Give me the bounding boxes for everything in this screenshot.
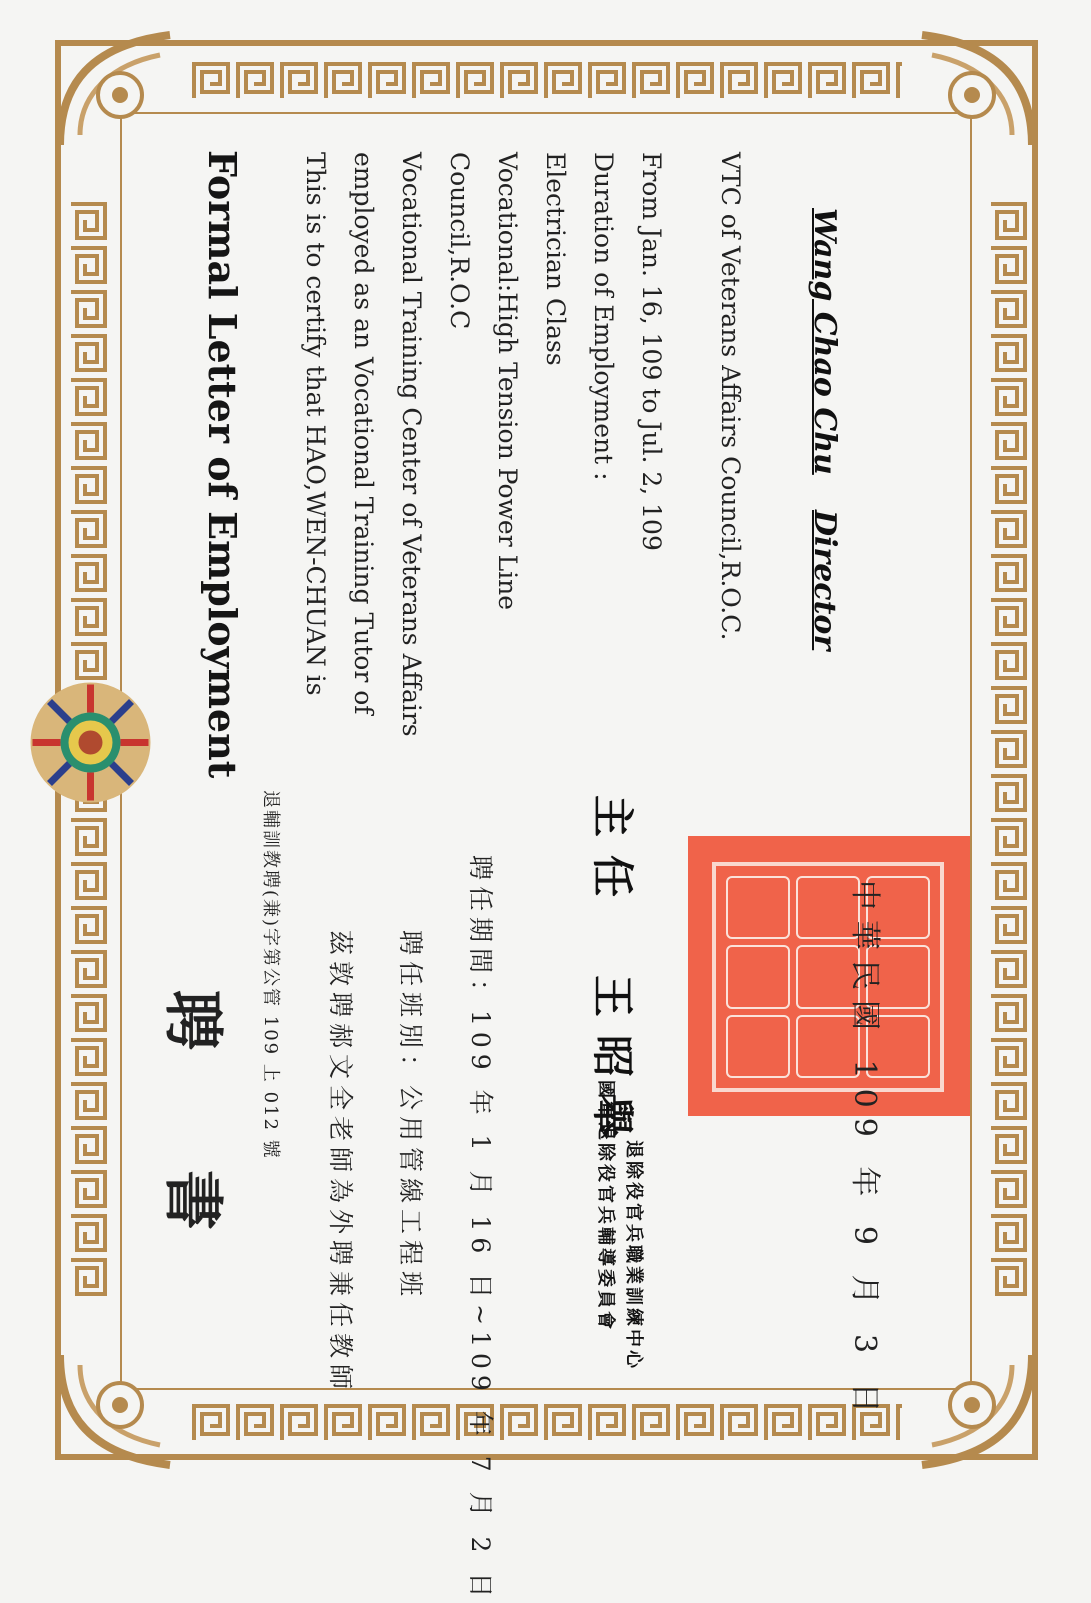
english-body-line: Council,R.O.C [445,152,474,330]
english-body-line: Duration of Employment : [589,152,618,481]
english-title: Formal Letter of Employment [200,150,245,779]
english-body-line: Vocational Training Center of Veterans Affairs [397,152,426,737]
reference-number: 退輔訓教聘(兼)字第公管 109 上 012 號 [260,790,281,1160]
english-signature-title: Director [807,510,842,651]
english-body-line: VTC of Veterans Affairs Council,R.O.C. [716,152,745,641]
floral-corner-ornament-icon [912,25,1042,155]
english-body-line: Electrician Class [541,152,570,366]
floral-corner-ornament-icon [912,1345,1042,1475]
chinese-title: 聘書 [157,990,227,1350]
english-body-line: From Jan. 16, 109 to Jul. 2, 109 [637,152,666,551]
english-body-line: This is to certify that HAO,WEN-CHUAN is [301,152,330,696]
official-red-seal-icon [688,836,970,1116]
organization-subname: 退除役官兵職業訓練中心 [623,1140,644,1371]
key-pattern-band-right [985,200,1031,1300]
floral-corner-ornament-icon [50,25,180,155]
chinese-director-signature: 主任 王昭舉 [588,795,637,1156]
english-body-line: Vocational:High Tension Power Line [493,152,522,611]
chinese-body-line: 茲敦聘郝文全老師為外聘兼任教師 [326,930,355,1396]
veterans-council-emblem-icon [28,680,153,805]
chinese-body-line: 聘任期間：109 年 1 月 16 日~109 年 7 月 2 日 [466,855,495,1603]
floral-corner-ornament-icon [50,1345,180,1475]
organization-name: 國軍退除役官兵輔導委員會 [595,1080,616,1332]
english-signature-name: Wang Chao Chu [807,208,842,475]
issue-date: 中華民國 109 年 9 月 3 日 [847,880,882,1423]
chinese-body-line: 聘任班別：公用管線工程班 [396,930,425,1303]
key-pattern-band-bottom [190,1400,902,1446]
english-body-line: employed as an Vocational Training Tutor of [349,152,378,715]
key-pattern-band-top [190,58,902,104]
